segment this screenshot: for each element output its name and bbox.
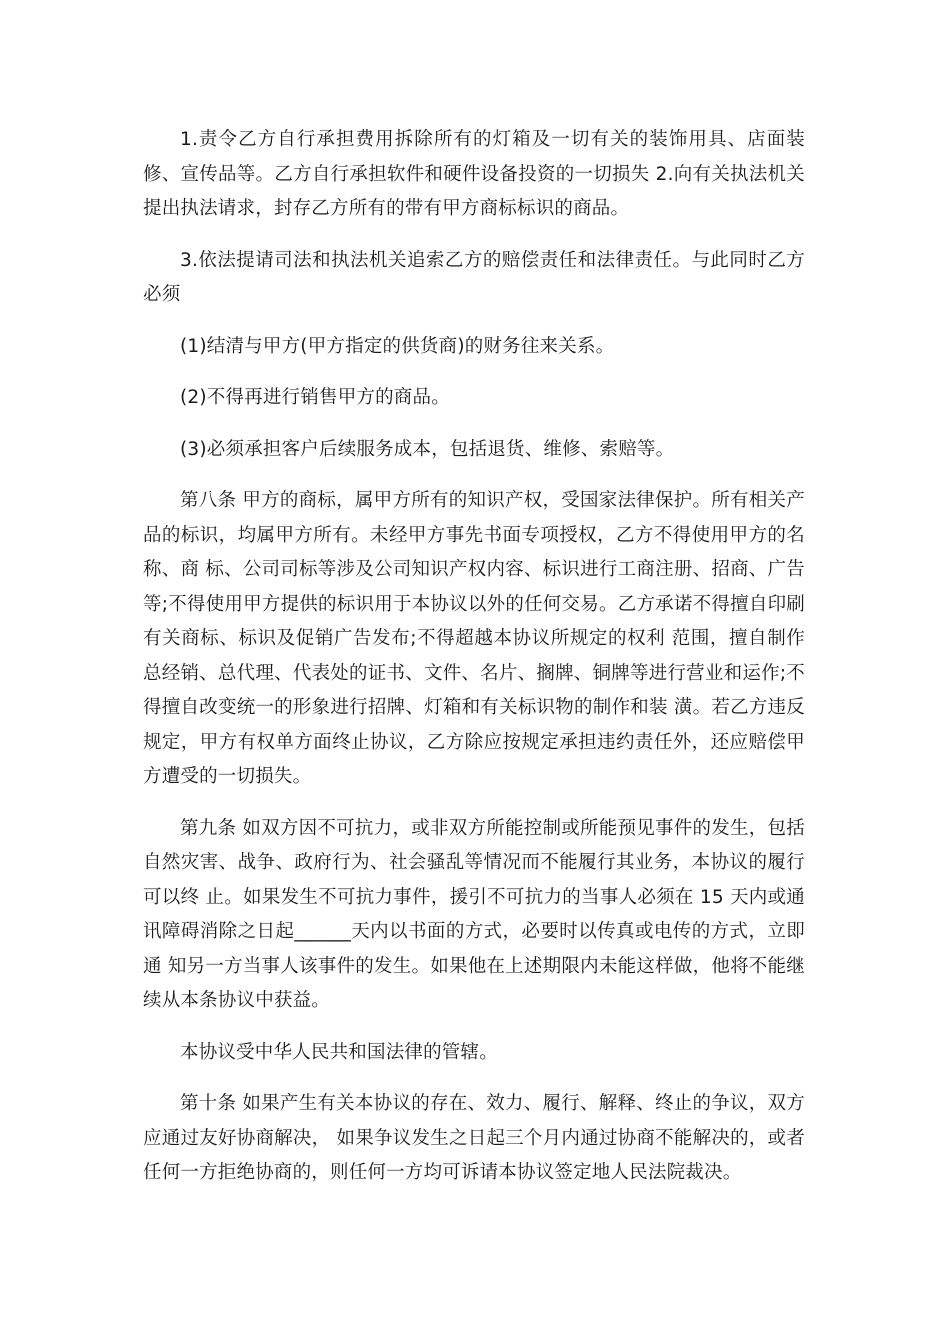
paragraph-governing-law: 本协议受中华人民共和国法律的管辖。 <box>180 1041 498 1063</box>
paragraph-remedies-1-2: 1.责令乙方自行承担费用拆除所有的灯箱及一切有关的装饰用具、店面装修、宣传品等。乙方自行承担软件和硬件设备投资的一切损失 2.向有关执法机关提出执法请求，封存乙方所有的带有甲方商标标识的商品。 <box>143 129 805 219</box>
paragraph-obligation-2: (2)不得再进行销售甲方的商品。 <box>180 387 450 408</box>
paragraph-article-10: 第十条 如果产生有关本协议的存在、效力、履行、解释、终止的争议，双方应通过友好协商解决， 如果争议发生之日起三个月内通过协商不能解决的，或者任何一方拒绝协商的，则任何一方均可诉请本协议签定地人民法院裁决。 <box>143 1093 805 1183</box>
document-body <box>143 123 805 1208</box>
paragraph-article-8: 第八条 甲方的商标，属甲方所有的知识产权，受国家法律保护。所有相关产品的标识，均属甲方所有。未经甲方事先书面专项授权，乙方不得使用甲方的名称、商 标、公司司标等涉及公司知识产权内容、标识进行工商注册、招商、广告等;不得使用甲方提供的标识用于本协议以外的任何交易。乙方承诺不得擅自印刷有关商标、标识及促销广告发布;不得超越本协议所规定的权利 范围，擅自制作总经销、总代理、代表处的证书、文件、名片、搁牌、铜牌等进行营业和运作;不得擅自改变统一的形象进行招牌、灯箱和有关标识物的制作和装 潢。若乙方违反规定，甲方有权单方面终止协议，乙方除应按规定承担违约责任外，还应赔偿甲方遭受的一切损失。 <box>143 490 805 787</box>
paragraph-obligation-3: (3)必须承担客户后续服务成本，包括退货、维修、索赔等。 <box>180 438 675 460</box>
paragraph-remedy-3: 3.依法提请司法和执法机关追索乙方的赔偿责任和法律责任。与此同时乙方必须 <box>143 249 805 305</box>
paragraph-article-9: 第九条 如双方因不可抗力，或非双方所能控制或所能预见事件的发生，包括自然灾害、战争、政府行为、社会骚乱等情况而不能履行其业务，本协议的履行可以终 止。如果发生不可抗力事件，援引不可抗力的当事人必须在 15 天内或通讯障碍消除之日起______天内以书面的方式，必要时以传真或电传的方式，立即通 知另一方当事人该事件的发生。如果他在上述期限内未能这样做，他将不能继续从本条协议中获益。 <box>143 817 805 1011</box>
paragraph-obligation-1: (1)结清与甲方(甲方指定的供货商)的财务往来关系。 <box>180 335 615 357</box>
